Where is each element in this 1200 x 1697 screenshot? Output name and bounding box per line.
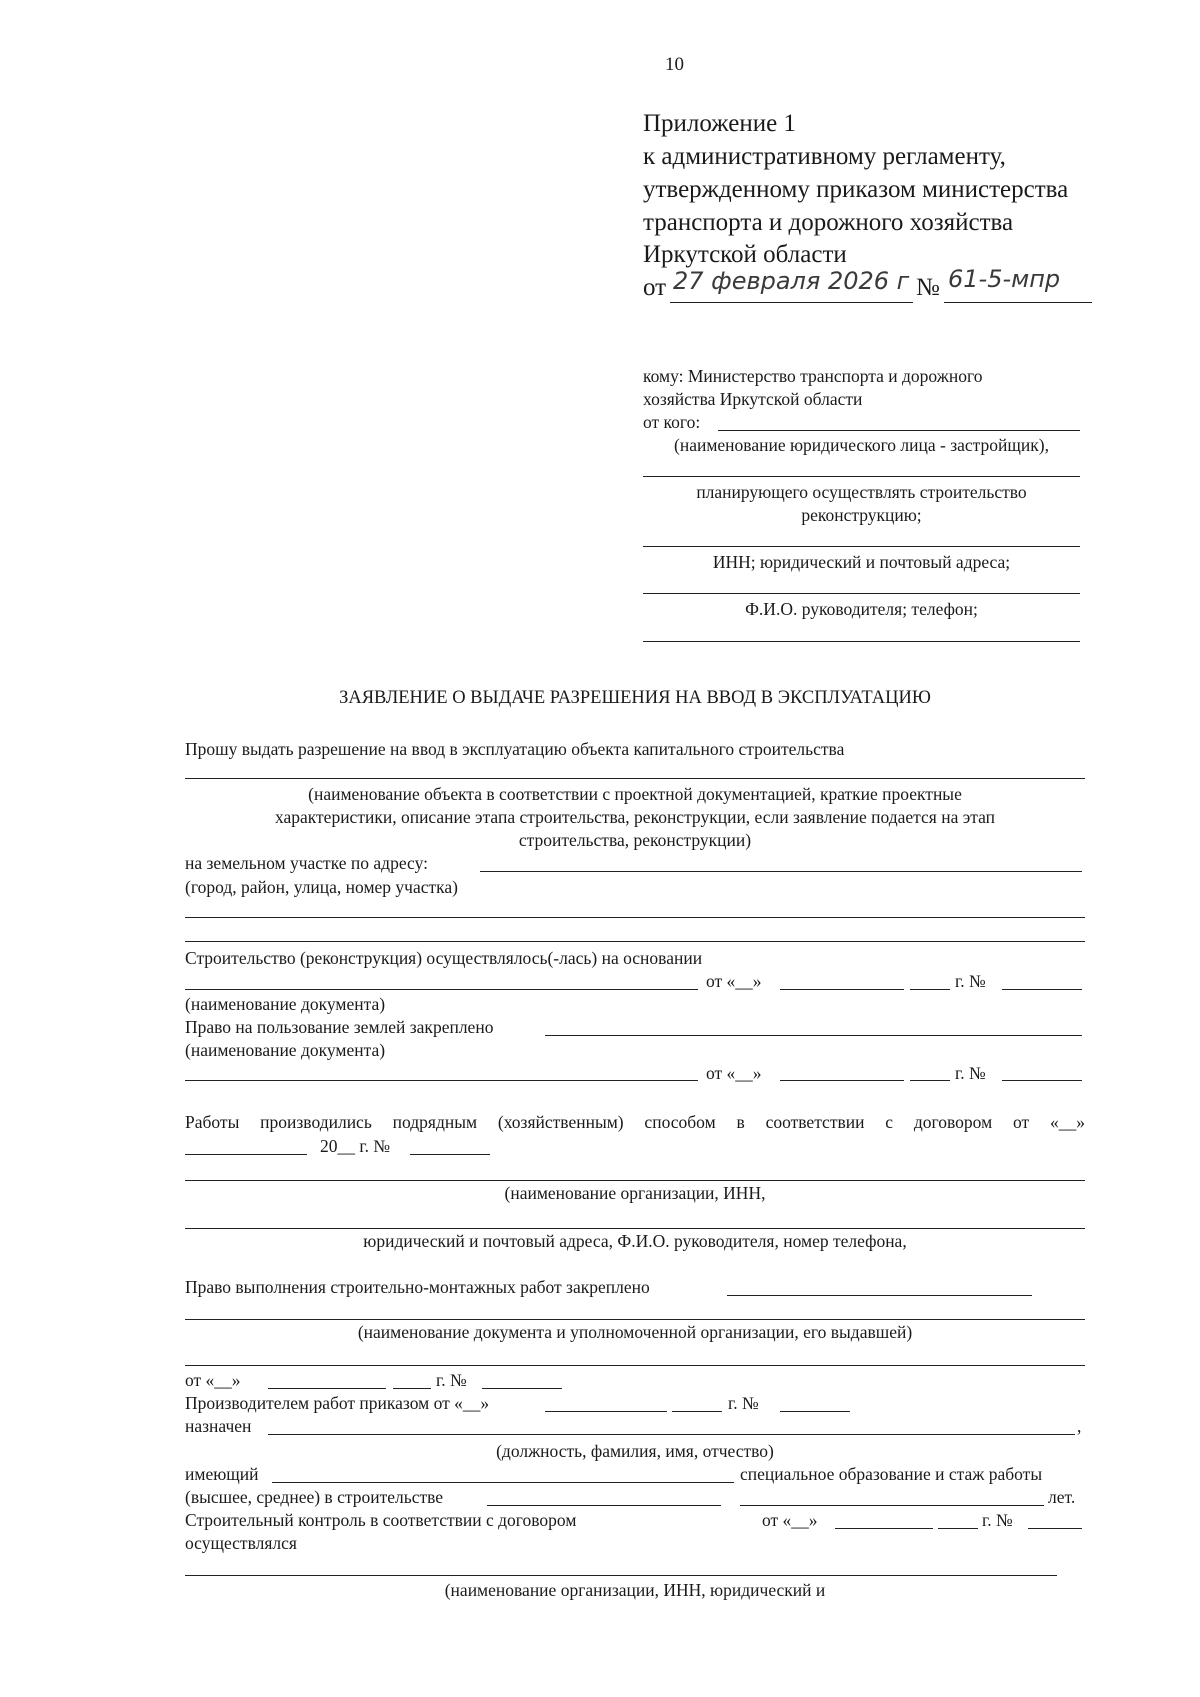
land-year-no: г. № [955,1063,986,1083]
control-number-line [1028,1528,1082,1529]
smr-line-2 [185,1319,1085,1320]
basis-year-line [910,989,950,990]
smr-right-text: Право выполнения строительно-монтажных работ закреплено [185,1277,650,1297]
appendix-line5: Иркутской области [643,241,847,268]
education-text: специальное образование и стаж работы [740,1464,1043,1484]
addressee-line-4 [643,593,1080,594]
smr-year-no: г. № [436,1370,467,1390]
land-right-text: Право на пользование землей закреплено [185,1017,494,1037]
works-number-line [410,1154,490,1155]
appendix-line2: к административному регламенту, [643,143,1006,170]
land-address-hint: (город, район, улица, номер участка) [185,877,458,897]
land-number-line [1002,1080,1082,1081]
control-year-line [938,1528,978,1529]
having-label: имеющий [185,1464,259,1484]
addressee-hint-inn: ИНН; юридический и почтовый адреса; [712,552,1011,572]
addressee-to-line2: хозяйства Иркутской области [643,389,863,409]
number-underline [944,302,1092,303]
appointed-label: назначен [185,1416,252,1436]
document-heading: ЗАЯВЛЕНИЕ О ВЫДАЧЕ РАЗРЕШЕНИЯ НА ВВОД В ЭКСПЛУАТАЦИЮ [339,688,931,708]
land-address-line-2 [185,917,1085,918]
producer-date-line [545,1411,667,1412]
appointed-line [268,1434,1075,1435]
land-address-line-3 [185,941,1085,942]
smr-number-line [482,1388,562,1389]
education-line-1 [487,1505,721,1506]
org-line-1 [185,1180,1085,1181]
org-hint-2: юридический и почтовый адреса, Ф.И.О. руководителя, номер телефона, [363,1231,907,1251]
control-date-line [835,1528,933,1529]
land-date-from: от «__» [706,1063,762,1083]
addressee-to-line1: кому: Министерство транспорта и дорожного [643,366,983,386]
appendix-title: Приложение 1 [643,110,796,137]
basis-year-no: г. № [955,971,986,991]
from-field-line [718,430,1080,431]
addressee-line-3 [643,546,1080,547]
org-hint-3: (наименование организации, ИНН, юридический и [444,1580,826,1600]
page-number: 10 [665,54,684,75]
works-date-line [185,1154,307,1155]
addressee-line-2 [643,476,1080,477]
addressee-hint-planning-1: планирующего осуществлять строительство [696,482,1027,502]
land-year-line [910,1080,950,1081]
basis-number-line [1002,989,1082,990]
construction-basis-text: Строительство (реконструкция) осуществлялось(-лась) на основании [185,948,703,968]
smr-date-from: от «__» [185,1370,241,1390]
object-hint-1: (наименование объекта в соответствии с проектной документацией, краткие проектные [308,784,962,804]
addressee-hint-planning-2: реконструкцию; [801,505,922,525]
handwritten-date: 27 февраля 2026 г [673,267,910,295]
request-text: Прошу выдать разрешение на ввод в эксплуатацию объекта капитального строительства [185,739,845,759]
addressee-hint-legal-entity: (наименование юридического лица - застройщик), [674,435,1049,455]
smr-date-line [268,1388,386,1389]
control-year-no: г. № [982,1510,1013,1530]
addressee-hint-director: Ф.И.О. руководителя; телефон; [745,599,978,619]
education-text-2: (высшее, среднее) в строительстве [185,1487,444,1507]
land-address-label: на земельном участке по адресу: [185,853,428,873]
land-date-line [780,1080,904,1081]
smr-line-3 [185,1365,1085,1366]
works-year: 20__ г. № [320,1136,391,1156]
years-label: лет. [1048,1487,1076,1507]
position-hint: (должность, фамилия, имя, отчество) [496,1441,774,1461]
object-hint-3: строительства, реконструкции) [518,830,752,850]
smr-right-line [727,1295,1032,1296]
object-hint-2: характеристики, описание этапа строительства, реконструкции, если заявление подается на этап [274,807,996,827]
land-right-line [545,1035,1082,1036]
basis-doc-line [185,989,698,990]
addressee-from-label: от кого: [643,412,701,432]
smr-year-line [393,1388,431,1389]
basis-date-line [780,989,904,990]
control-text-2: осуществлялся [185,1533,297,1553]
appointed-comma: , [1077,1416,1082,1436]
appendix-number-label: № [916,274,940,301]
date-underline [670,302,913,303]
education-line-2 [740,1505,1044,1506]
land-doc-line [185,1080,698,1081]
handwritten-number: 61-5-мпр [948,265,1061,293]
control-org-line [185,1575,1057,1576]
appendix-from-label: от [643,274,667,301]
doc-name-hint: (наименование документа) [185,994,386,1014]
smr-hint: (наименование документа и уполномоченной организации, его выдавшей) [357,1322,913,1342]
producer-number-line [780,1411,850,1412]
works-text: Работы производились подрядным (хозяйственным) способом в соответствии с договором от «__» [185,1112,1085,1132]
control-text: Строительный контроль в соответствии с договором [185,1510,577,1530]
appendix-line3: утвержденному приказом министерства [643,176,1069,203]
doc-name-hint-2: (наименование документа) [185,1040,386,1060]
org-hint-1: (наименование организации, ИНН, [504,1183,766,1203]
object-name-line [185,778,1085,779]
land-address-line [480,871,1082,872]
control-date-from: от «__» [762,1510,818,1530]
having-line [272,1482,734,1483]
appendix-line4: транспорта и дорожного хозяйства [643,209,1014,236]
producer-year-line [672,1411,722,1412]
producer-year-no: г. № [728,1393,759,1413]
basis-date-from: от «__» [706,971,762,991]
addressee-line-5 [643,641,1080,642]
org-line-2 [185,1228,1085,1229]
producer-text: Производителем работ приказом от «__» [185,1393,490,1413]
